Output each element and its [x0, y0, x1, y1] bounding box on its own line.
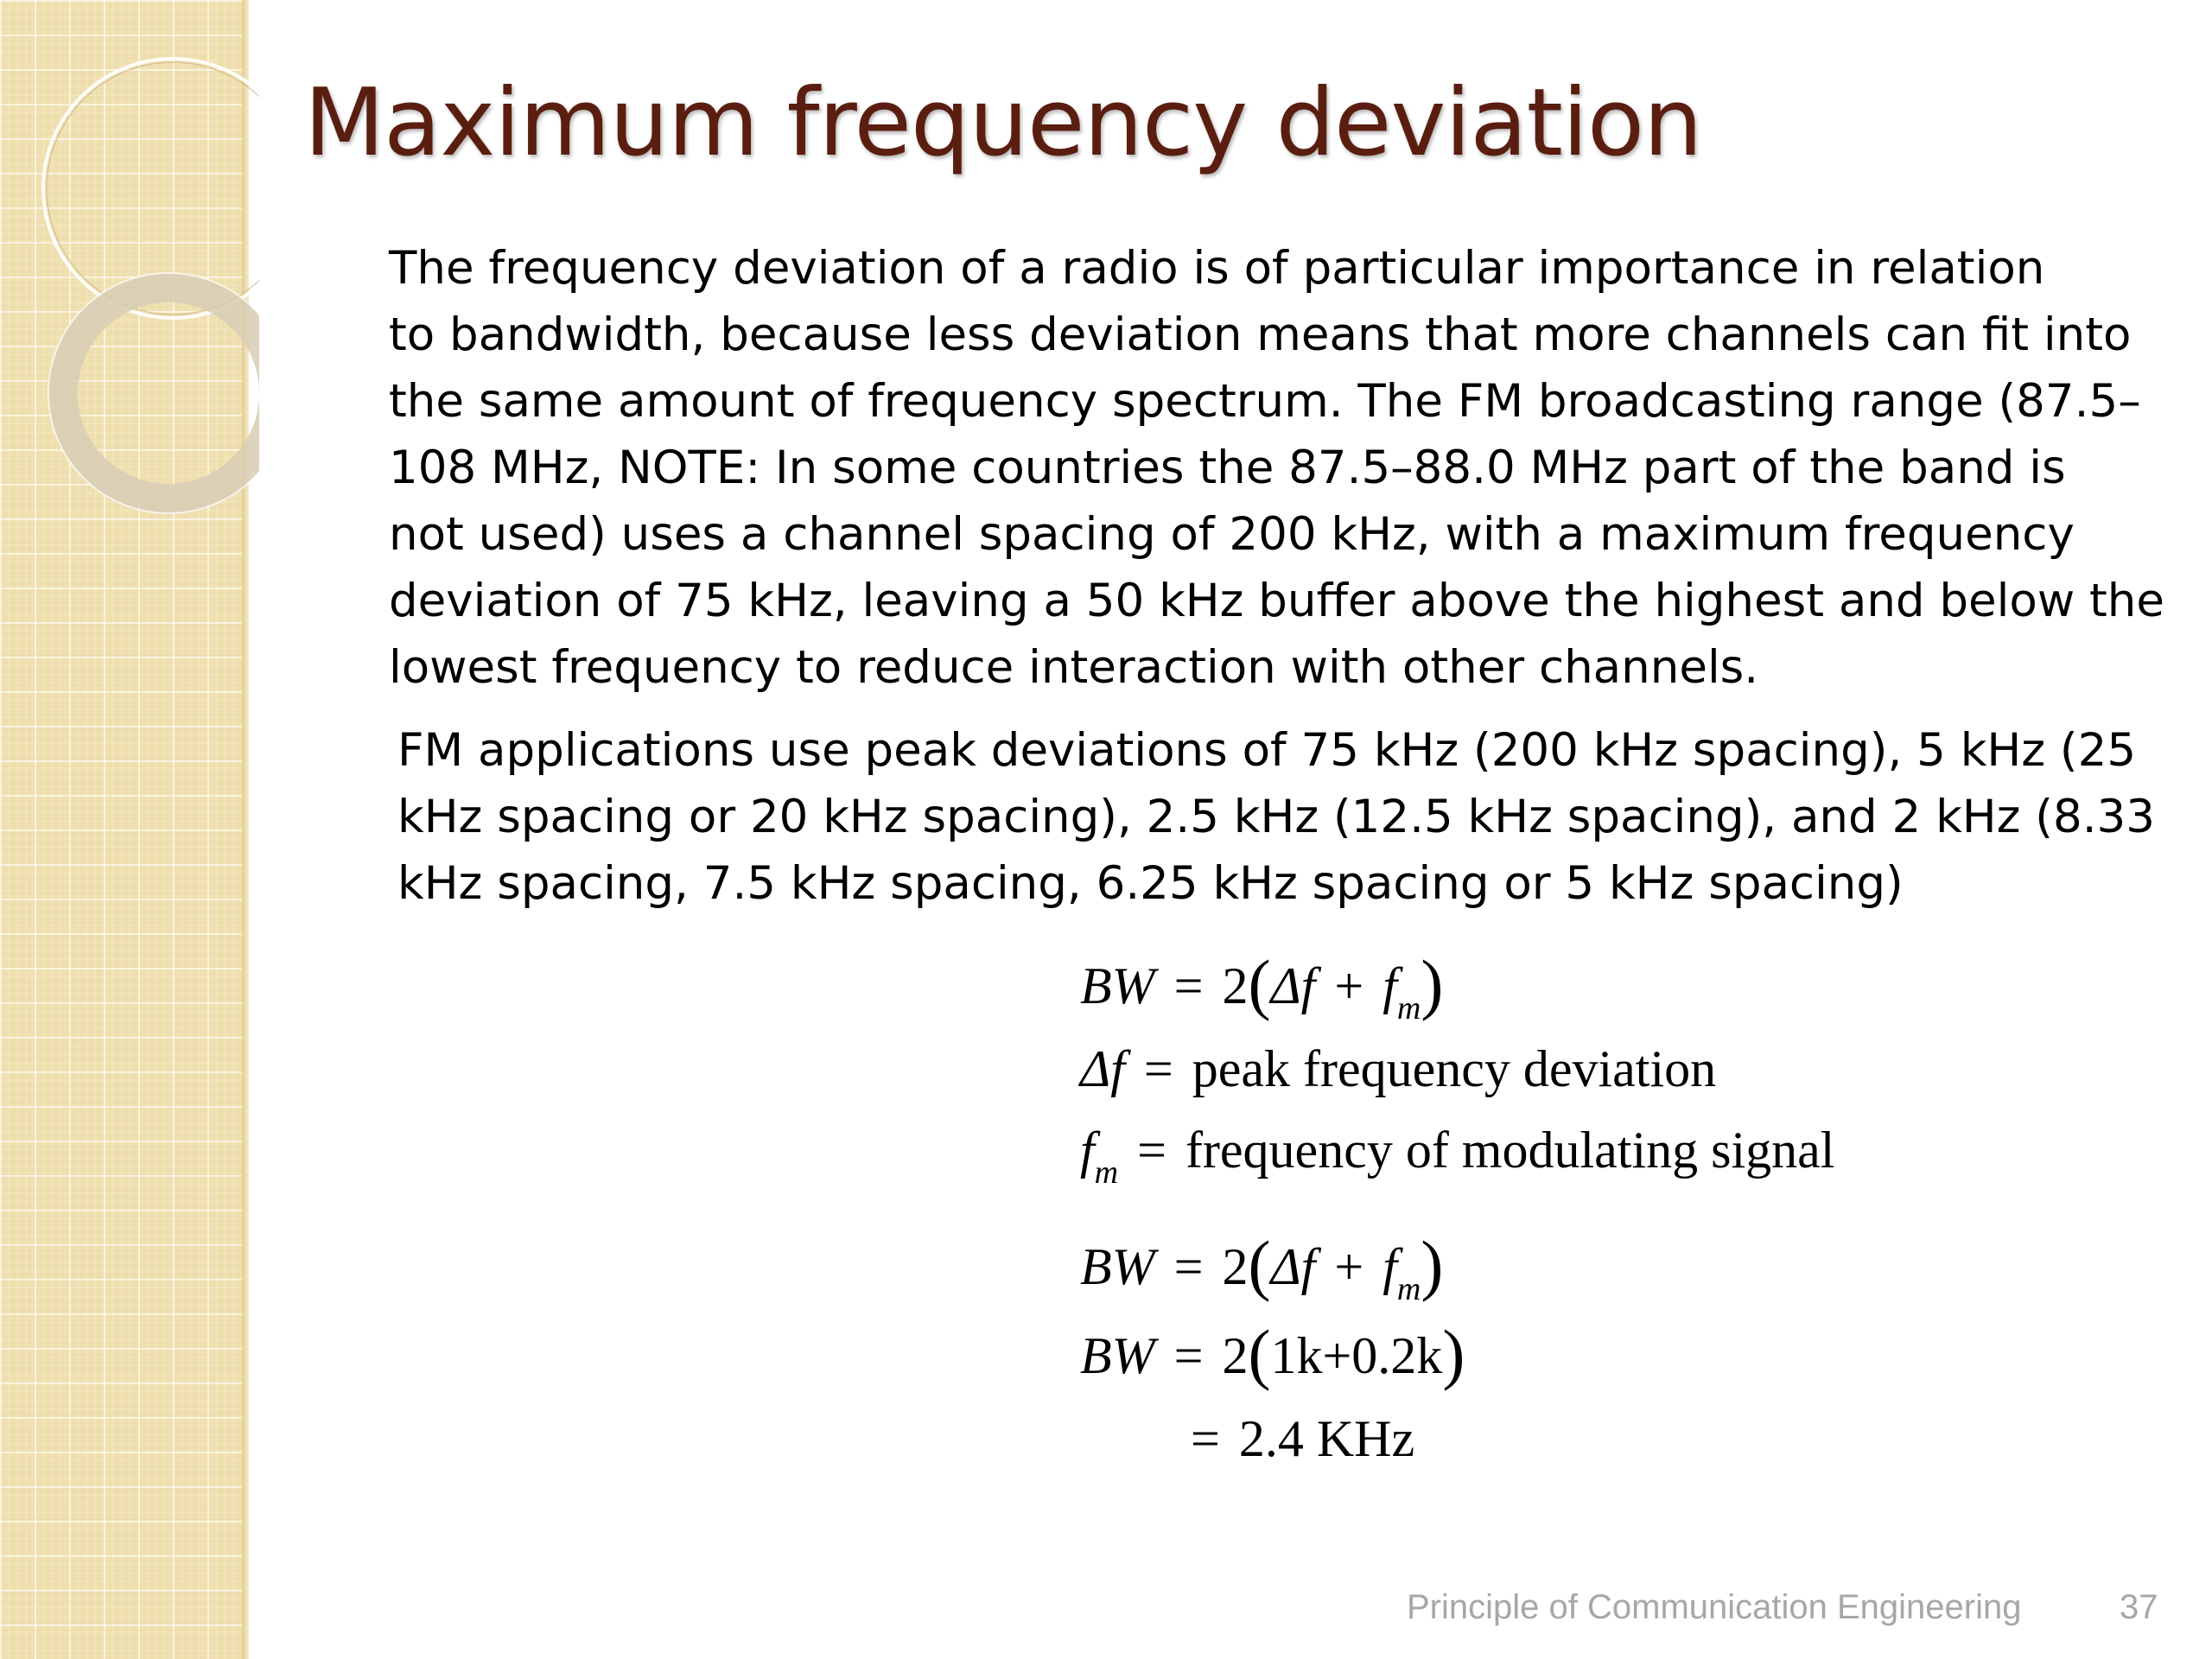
equals-sign: =: [1191, 1410, 1220, 1467]
formula-bandwidth-repeat: [1080, 1227, 1444, 1307]
factor-two: 2: [1222, 1238, 1249, 1295]
decorative-circles: [0, 0, 259, 536]
formula-delta-f-definition: [1080, 1034, 1716, 1103]
equals-sign: =: [1173, 1238, 1204, 1295]
paragraph-peak-deviations: [389, 717, 2155, 917]
f-symbol: f: [1080, 1122, 1095, 1179]
text-line: FM applications use peak deviations of 75 kHz (200 kHz spacing), 5 kHz (25: [397, 724, 2137, 777]
m-subscript: m: [1094, 1154, 1119, 1191]
open-paren: (: [1248, 946, 1271, 1021]
equals-sign: =: [1173, 957, 1204, 1014]
close-paren: ): [1421, 1227, 1444, 1302]
text-line: kHz spacing or 20 kHz spacing), 2.5 kHz (12.5 kHz spacing), and 2 kHz (8.33: [397, 791, 2155, 843]
result-value: 2.4 KHz: [1238, 1410, 1415, 1467]
formula-bandwidth-substituted: [1080, 1316, 1465, 1391]
decorative-ring-thick: [63, 288, 259, 499]
factor-two: 2: [1222, 1327, 1249, 1384]
text-line: 108 MHz, NOTE: In some countries the 87.5–88.0 MHz part of the band is: [389, 442, 2066, 494]
text-line: deviation of 75 kHz, leaving a 50 kHz buffer above the highest and below the: [389, 575, 2164, 627]
m-subscript: m: [1396, 990, 1421, 1027]
paragraph-bandwidth-explanation: [389, 235, 2164, 701]
f-symbol: f: [1382, 1238, 1397, 1295]
fm-definition: frequency of modulating signal: [1185, 1122, 1835, 1179]
bw-symbol: BW: [1080, 1238, 1155, 1295]
delta-f-symbol: Δf: [1270, 957, 1316, 1014]
open-paren: (: [1248, 1316, 1271, 1391]
delta-f-symbol: Δf: [1270, 1238, 1316, 1295]
close-paren: ): [1442, 1316, 1465, 1391]
page-number: 37: [2120, 1588, 2158, 1626]
bw-symbol: BW: [1080, 957, 1155, 1014]
plus-sign: +: [1334, 1238, 1364, 1295]
formula-fm-definition: [1080, 1116, 1835, 1191]
delta-f-symbol: Δf: [1080, 1040, 1125, 1097]
m-subscript: m: [1396, 1271, 1421, 1307]
text-line: to bandwidth, because less deviation means that more channels can fit into: [389, 308, 2132, 361]
delta-f-definition: peak frequency deviation: [1192, 1040, 1717, 1097]
open-paren: (: [1248, 1227, 1271, 1302]
values-expression: 1k+0.2k: [1270, 1327, 1443, 1384]
formula-bandwidth-result: [1191, 1404, 1414, 1473]
close-paren: ): [1421, 946, 1444, 1021]
equals-sign: =: [1137, 1122, 1166, 1179]
equals-sign: =: [1173, 1327, 1204, 1384]
bw-symbol: BW: [1080, 1327, 1155, 1384]
equals-sign: =: [1143, 1040, 1173, 1097]
f-symbol: f: [1382, 957, 1397, 1014]
footer-course-name: Principle of Communication Engineering: [1407, 1588, 2022, 1626]
text-line: kHz spacing, 7.5 kHz spacing, 6.25 kHz spacing or 5 kHz spacing): [397, 857, 1904, 910]
slide-title: Maximum frequency deviation: [304, 69, 1702, 177]
text-line: The frequency deviation of a radio is of particular importance in relation: [389, 242, 2045, 295]
text-line: lowest frequency to reduce interaction with other channels.: [389, 641, 1759, 694]
plus-sign: +: [1334, 957, 1364, 1014]
formula-bandwidth-general: [1080, 946, 1444, 1027]
text-line: not used) uses a channel spacing of 200 kHz, with a maximum frequency: [389, 508, 2075, 561]
factor-two: 2: [1222, 957, 1249, 1014]
text-line: the same amount of frequency spectrum. The FM broadcasting range (87.5–: [389, 375, 2141, 428]
